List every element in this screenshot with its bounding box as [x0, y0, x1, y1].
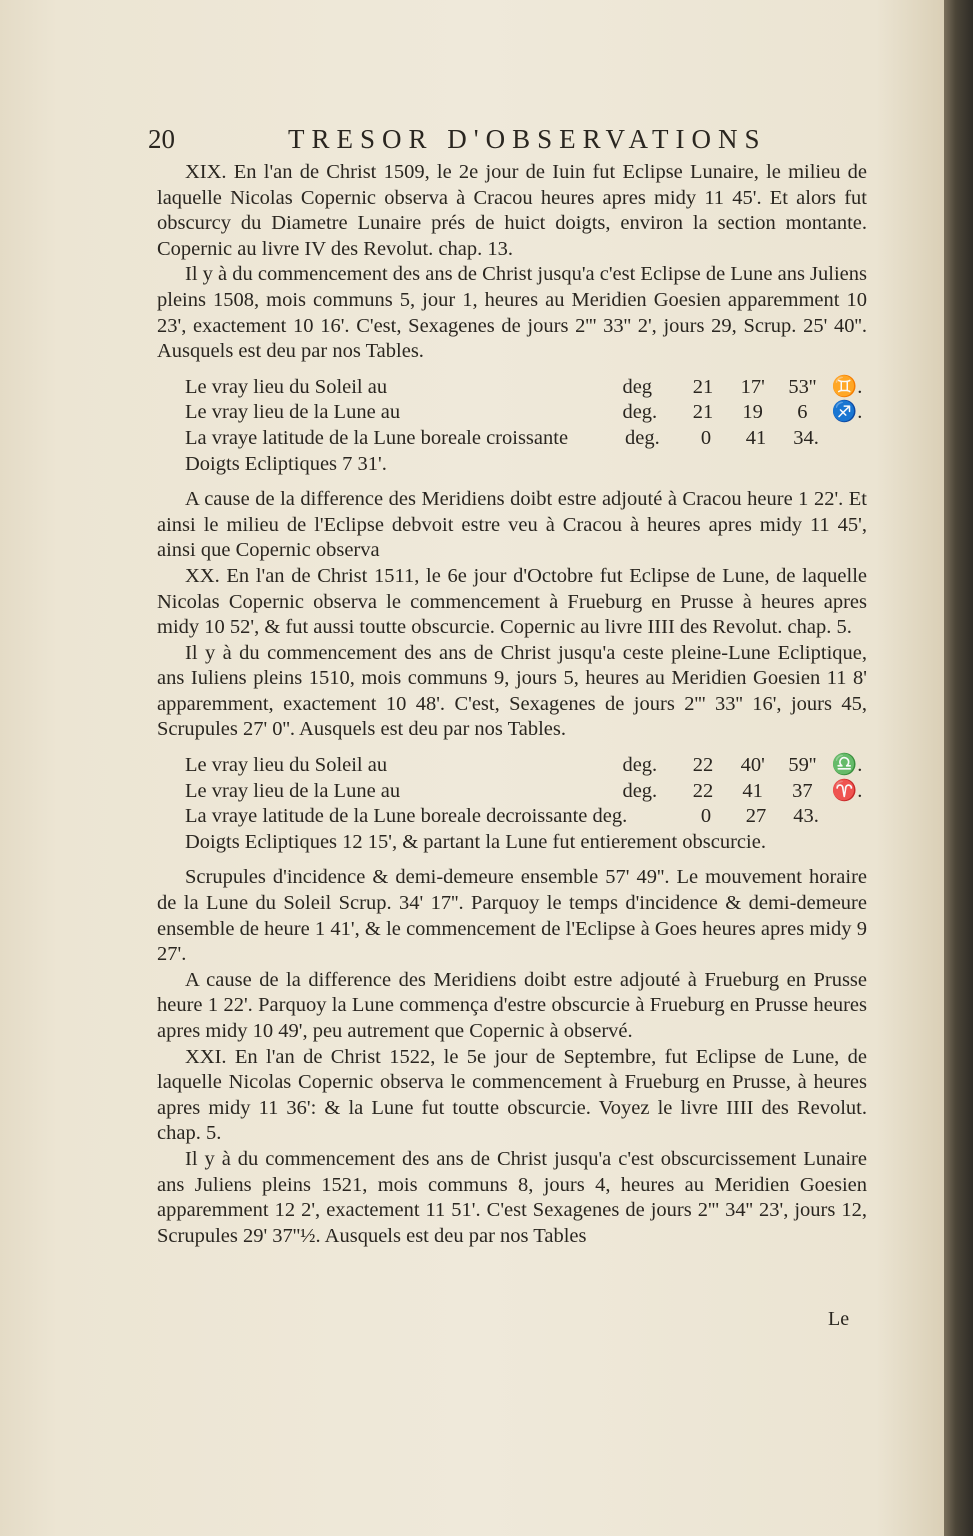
table-row: La vraye latitude de la Lune boreale decroissante deg. 0 27 43.	[185, 805, 819, 828]
paragraph: Il y à du commencement des ans de Christ jusqu'a c'est Eclipse de Lune ans Juliens pleins 1508, mois communs 5, jour 1, heures au Meridien Goesien apparemment 10 23', exactement 10 16'. C'est, Sexagenes de jours 2''' 33'' 2', jours 29, Scrup. 25' 40''. Ausquels est deu par nos Tables.	[157, 263, 868, 363]
text-block	[157, 160, 867, 1249]
paragraph-xx: XX. En l'an de Christ 1511, le 6e jour d'Octobre fut Eclipse de Lune, de laquelle Nicolas Copernic observa le commencement à Frueburg en Prusse à heures apres midy 10 52', & fut aussi toutte obscurcie. Copernic au livre IIII des Revolut. chap. 5.	[157, 564, 867, 639]
gemini-sign-icon: ♊.	[831, 375, 863, 398]
table-row: Le vray lieu du Soleil au deg. 22 40' 59'' ♎.	[185, 753, 867, 779]
page-header	[148, 118, 868, 158]
aries-sign-icon: ♈.	[831, 779, 863, 802]
table-row: Le vray lieu de la Lune au deg. 22 41 37 ♈.	[185, 779, 867, 805]
tables-values-1509	[185, 375, 867, 477]
paragraph-xix: XIX. En l'an de Christ 1509, le 2e jour de Iuin fut Eclipse Lunaire, le milieu de laquelle Nicolas Copernic observa à Cracou heures apres midy 11 45'. Et alors fut obscurcy du Diametre Lunaire prés de huict doigts, environ la section montante. Copernic au livre IV des Revolut. chap. 13.	[157, 161, 867, 260]
table-row: Le vray lieu du Soleil au deg 21 17' 53'' ♊.	[185, 375, 867, 401]
table-row: Le vray lieu de la Lune au deg. 21 19 6 ♐.	[185, 400, 867, 426]
running-title: TRESOR D'OBSERVATIONS	[288, 124, 767, 154]
paragraph-xxi: XXI. En l'an de Christ 1522, le 5e jour de Septembre, fut Eclipse de Lune, de laquelle Nicolas Copernic observa le commencement à Frueburg en Prusse, à heures apres midy 11 36': & la Lune fut toutte obscurcie. Voyez le livre IIII des Revolut. chap. 5.	[157, 1045, 867, 1145]
sagittarius-sign-icon: ♐.	[831, 401, 863, 424]
tables-values-1511	[185, 753, 867, 855]
paragraph: Il y à du commencement des ans de Christ jusqu'a c'est obscurcissement Lunaire ans Juliens pleins 1521, mois communs 8, jours 4, heures au Meridien Goesien apparemment 12 2', exactement 11 51'. C'est Sexagenes de jours 2''' 34'' 23', jours 12, Scrupules 29' 37''½. Ausquels est deu par nos Tables	[157, 1147, 867, 1247]
table-row: Doigts Ecliptiques 12 15', & partant la Lune fut entierement obscurcie.	[185, 830, 766, 853]
catchword: Le	[828, 1308, 850, 1330]
paragraph: Scrupules d'incidence & demi-demeure ensemble 57' 49''. Le mouvement horaire de la Lune du Soleil Scrup. 34' 17''. Parquoy le temps d'incidence & demi-demeure ensemble de heure 1 41', & le commencement de l'Eclipse à Goes heures apres midy 9 27'.	[157, 866, 867, 966]
table-row: La vraye latitude de la Lune boreale croissante deg. 0 41 34.	[185, 426, 819, 449]
paragraph: A cause de la difference des Meridiens doibt estre adjouté à Frueburg en Prusse heure 1 22'. Parquoy la Lune commença d'estre obscurcie à Frueburg en Prusse heures apres midy 10 49', peu autrement que Copernic à observé.	[157, 968, 867, 1042]
paragraph: Il y à du commencement des ans de Christ jusqu'a ceste pleine-Lune Ecliptique, ans Iuliens pleins 1510, mois communs 9, jours 5, heures au Meridien Goesien 11 8' apparemment, exactement 10 48'. C'est, Sexagenes de jours 2''' 33'' 16', jours 45, Scrupules 27' 0''. Ausquels est deu par nos Tables.	[157, 641, 867, 741]
paragraph: A cause de la difference des Meridiens doibt estre adjouté à Cracou heure 1 22'. Et ainsi le milieu de l'Eclipse debvoit estre veu à Cracou à heures apres midy 11 45', ainsi que Copernic observa	[157, 488, 867, 562]
book-spine-edge	[944, 0, 973, 1536]
table-row: Doigts Ecliptiques 7 31'.	[185, 452, 387, 475]
page-number: 20	[148, 124, 175, 154]
libra-sign-icon: ♎.	[831, 754, 863, 777]
